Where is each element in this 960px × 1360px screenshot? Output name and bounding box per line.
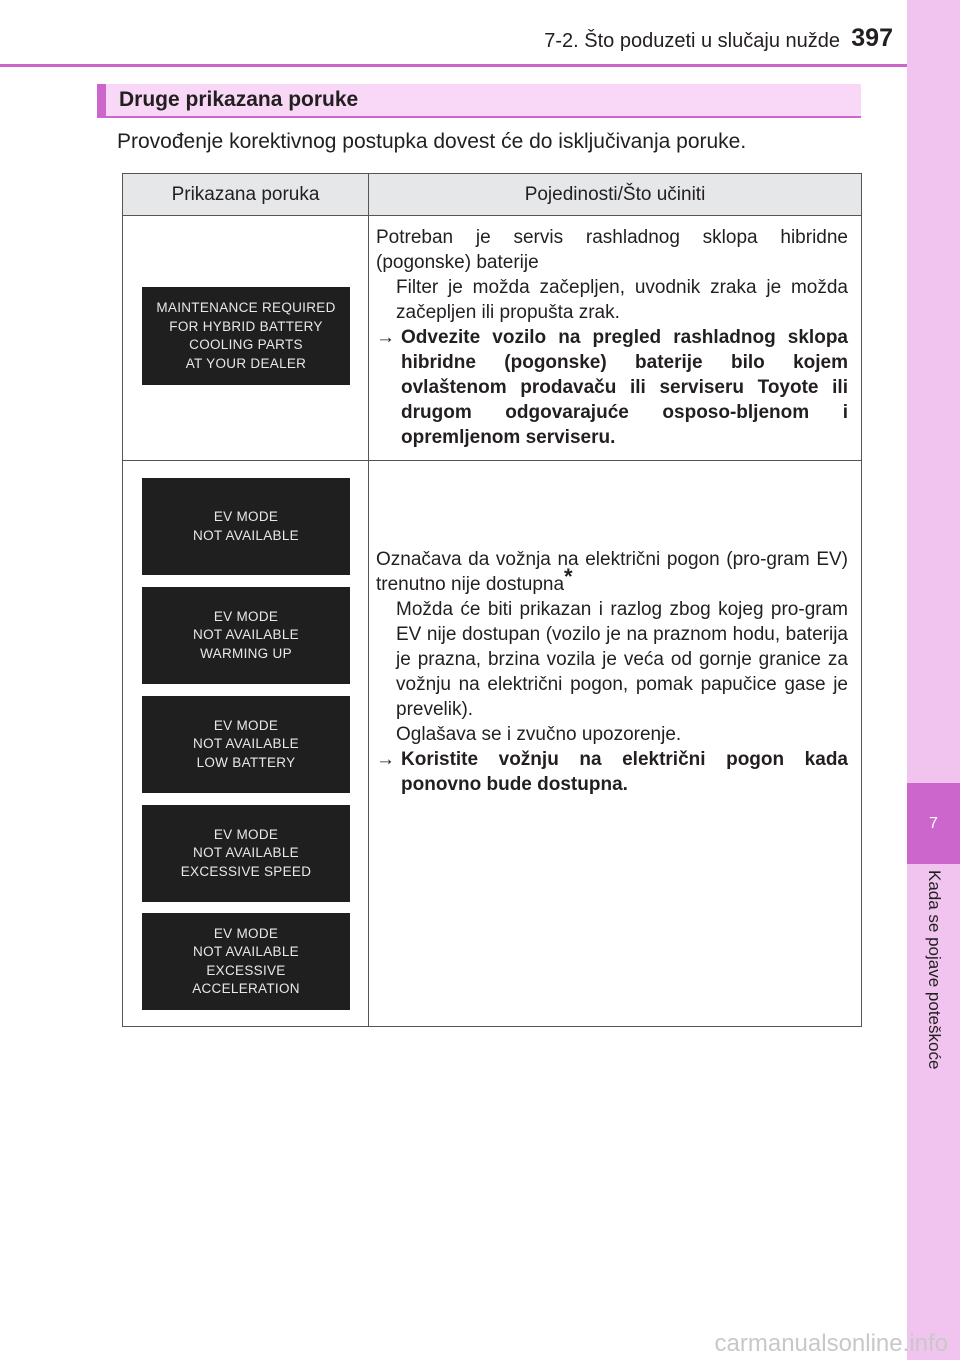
details-cell [369, 216, 862, 461]
display-line: EV MODE [213, 509, 279, 524]
display-line: NOT AVAILABLE [193, 627, 299, 643]
display-line: EXCESSIVE SPEED [180, 863, 312, 879]
watermark: carmanualsonline.info [714, 1330, 948, 1357]
message-detail: Oglašava se i zvučno upozorenje. [396, 724, 682, 745]
heading-title: Druge prikazana poruke [119, 88, 359, 111]
display-line: WARMING UP [200, 645, 292, 661]
display-ev-mode-warming-up [142, 587, 350, 684]
display-line: NOT AVAILABLE [193, 527, 299, 543]
chapter-title: Kada se pojave poteškoće [924, 870, 944, 1070]
display-ev-mode-excessive-acceleration [142, 913, 350, 1010]
message-detail: Možda će biti prikazan i razlog zbog kojeg pro-gram EV nije dostupan (vozilo je na praznom hodu, baterija je prazna, brzina vozila je veća od gornje granice za vožnju na električni pogon, pomak papučice gase je prevelik). [396, 599, 848, 720]
display-line: EV MODE [213, 608, 279, 624]
table-row [123, 216, 862, 461]
display-line: NOT AVAILABLE [193, 736, 299, 752]
display-line: EV MODE [213, 826, 279, 842]
chapter-side-tab [907, 0, 960, 1360]
display-line: EXCESSIVE [206, 962, 286, 978]
header-divider [0, 64, 907, 67]
display-ev-mode-not-available [142, 478, 350, 575]
corrective-action [376, 325, 848, 450]
arrow-icon: → [376, 749, 395, 770]
display-line: AT YOUR DEALER [185, 355, 307, 371]
display-line: NOT AVAILABLE [193, 944, 299, 959]
message-meaning: Potreban je servis rashladnog sklopa hibridne (pogonske) baterije [376, 227, 848, 273]
display-line: FOR HYBRID BATTERY [169, 318, 323, 334]
display-line: COOLING PARTS [189, 337, 303, 352]
message-display-cell [123, 461, 369, 1027]
action-text: Odvezite vozilo na pregled rashladnog sklopa hibridne (pogonske) baterije bilo kojem ovlaštenom prodavaču ili serviseru Toyote ili drugom odgovarajuće osposo-bljenom i opremljenom serviseru. [401, 327, 848, 448]
chapter-number: 7 [907, 783, 960, 864]
table-row [123, 461, 862, 1027]
action-text: Koristite vožnju na električni pogon kada ponovno bude dostupna. [401, 749, 848, 795]
arrow-icon: → [376, 327, 395, 348]
section-title: 7-2. Što poduzeti u slučaju nužde [544, 30, 840, 52]
display-maintenance-required [142, 287, 350, 385]
chapter-title-vertical [907, 870, 960, 1130]
message-meaning-text: Označava da vožnja na električni pogon (pro-gram EV) trenutno nije dostupna [376, 549, 848, 595]
display-line: EV MODE [213, 717, 279, 733]
display-line: EV MODE [213, 925, 279, 941]
message-detail: Filter je možda začepljen, uvodnik zraka je možda začepljen ili propušta zrak. [396, 277, 848, 323]
page-number: 397 [851, 24, 893, 52]
table-header-row [123, 174, 862, 216]
heading-bar [97, 84, 861, 118]
header-displayed-message: Prikazana poruka [123, 174, 369, 216]
display-line: LOW BATTERY [196, 754, 296, 770]
corrective-action [376, 747, 848, 797]
message-display-cell [123, 216, 369, 461]
display-ev-mode-low-battery [142, 696, 350, 793]
footnote-asterisk: * [564, 564, 573, 589]
display-line: MAINTENANCE REQUIRED [156, 300, 336, 315]
messages-table [122, 173, 862, 1027]
display-ev-mode-excessive-speed [142, 805, 350, 902]
message-meaning [376, 547, 848, 597]
display-line: NOT AVAILABLE [193, 845, 299, 861]
intro-text: Provođenje korektivnog postupka dovest će do isključivanja poruke. [117, 130, 747, 153]
display-line: ACCELERATION [192, 981, 300, 996]
header-details: Pojedinosti/Što učiniti [369, 174, 862, 216]
details-cell [369, 461, 862, 1027]
